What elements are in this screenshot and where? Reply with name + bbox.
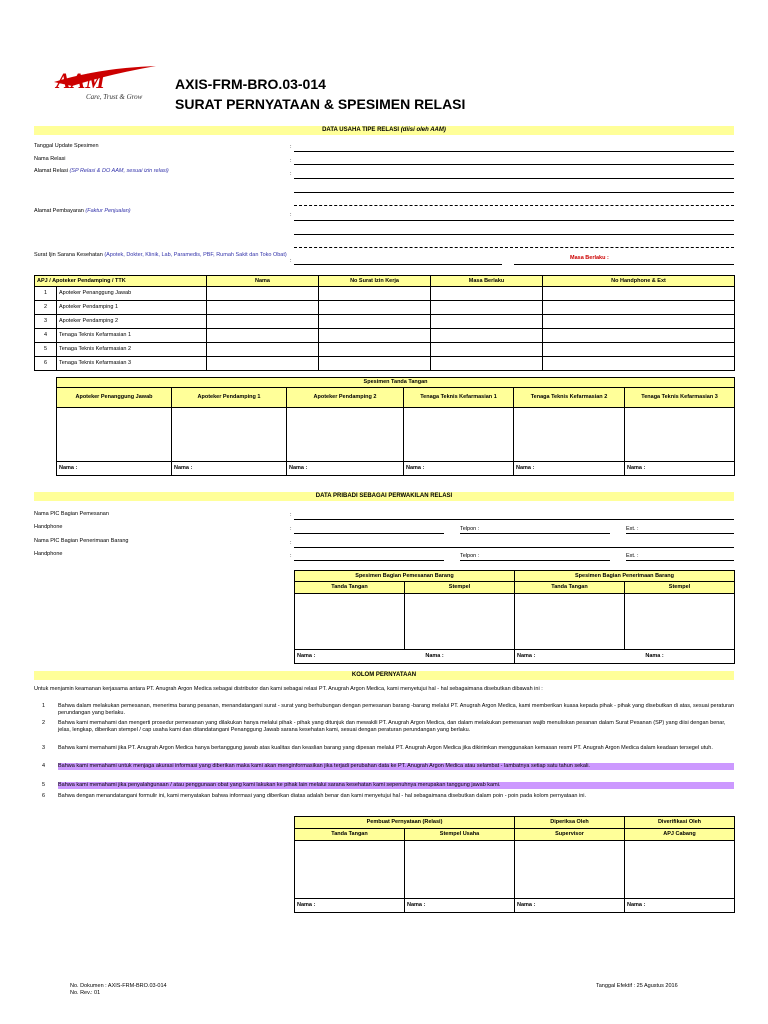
handphone-2-line[interactable] (294, 560, 444, 561)
telpon-label-2: Telpon : (460, 553, 480, 559)
table-row (35, 357, 735, 371)
colon: : (290, 540, 292, 546)
specimen-header-ttk3: Tenaga Teknis Kefarmasian 3 (625, 388, 735, 408)
row-no: 4 (35, 329, 57, 343)
ext-label-1: Ext. : (626, 526, 639, 532)
cell-name[interactable] (207, 287, 319, 301)
form-code: AXIS-FRM-BRO.03-014 (175, 76, 326, 92)
cell-handphone[interactable] (543, 343, 735, 357)
header-license: No Surat Izin Kerja (319, 276, 431, 287)
signature-box[interactable] (515, 594, 625, 650)
cell-validity[interactable] (431, 357, 543, 371)
relation-address-note: (SP Relasi & DO AAM, sesuai izin relasi) (69, 168, 169, 174)
row-no: 2 (35, 301, 57, 315)
supervisor-signature-box[interactable] (515, 841, 625, 899)
statement-no: 2 (42, 720, 46, 726)
colon: : (290, 212, 292, 218)
section1-header (34, 126, 734, 135)
signature-header: Tanda Tangan (295, 829, 405, 841)
row-no: 5 (35, 343, 57, 357)
order-stamp-header: Stempel (405, 582, 515, 594)
label-relation-name: Nama Relasi (34, 156, 66, 162)
business-stamp-header: Stempel Usaha (405, 829, 515, 841)
cell-validity[interactable] (431, 287, 543, 301)
cell-handphone[interactable] (543, 301, 735, 315)
billing-address-line-2[interactable] (294, 234, 734, 235)
logo-text: AAM (56, 68, 105, 93)
pic-receive-line[interactable] (294, 547, 734, 548)
statement-intro: Untuk menjamin keamanan kerjasama antara PT. Anugrah Argon Medica sebagai distributor dan kami sebagai relasi PT. Anugrah Argon Medica, kami menyetujui hal - hal sebagaimana disebutkan dibawah ini : (34, 686, 543, 692)
signature-box[interactable] (625, 408, 735, 462)
specimen-title: Spesimen Tanda Tangan (57, 378, 735, 388)
cell-validity[interactable] (431, 301, 543, 315)
row-role: Tenaga Teknis Kefarmasian 3 (57, 357, 207, 371)
statement-text-highlighted: Bahwa kami memahami jika penyalahgunaan / atau penggunaan obat yang kami lakukan ke pihak lain melalui sarana kesehatan kami sepenuhnya merupakan tanggung jawab kami. (58, 782, 734, 789)
relation-address-line-3[interactable] (294, 205, 734, 206)
name-label: Nama : (625, 899, 735, 913)
ext-2-line[interactable] (626, 560, 734, 561)
specimen2-table (294, 570, 735, 664)
name-label: Nama : (645, 653, 664, 659)
name-label: Nama : (517, 653, 536, 659)
statement-text: Bahwa kami memahami dan mengerti prosedur pemesanan yang dilakukan hanya melalui pihak - pihak yang ditunjuk dan mewakili PT. Anugrah Argon Medica, dan dalam melakukan pemesanan wajib menuliskan pesanan dalam Surat Pesanan (SP) yang diisi dengan benar, jelas, lengkap, diberikan stempel / cap usaha kami dan ditandatangani Penanggung Jawab sarana kesehatan kami, sesuai dengan peraturan perundangan yang berlaku. (58, 720, 726, 733)
relation-address-line-2[interactable] (294, 192, 734, 193)
order-name-cell (295, 650, 515, 664)
stamp-box[interactable] (625, 594, 735, 650)
supervisor-header: Supervisor (515, 829, 625, 841)
stamp-box[interactable] (405, 841, 515, 899)
name-label: Nama : (515, 899, 625, 913)
statement-text: Bahwa kami memahami jika PT. Anugrah Argon Medica hanya bertanggung jawab atas kualitas dan keaslian barang yang dipesan melalui PT. Anugrah Argon Medica jika dikirimkan menggunakan kemasan resmi PT. Anugrah Argon Medica dalam keadaan tersegel utuh. (58, 745, 713, 751)
label-permit (34, 252, 292, 259)
name-label: Nama : (57, 462, 172, 476)
approval-table (294, 816, 735, 913)
receive-name-cell (515, 650, 735, 664)
row-no: 6 (35, 357, 57, 371)
name-label: Nama : (425, 653, 444, 659)
statement-no: 1 (42, 703, 46, 709)
name-label: Nama : (404, 462, 514, 476)
statement-no: 6 (42, 793, 46, 799)
section1-title: DATA USAHA TIPE RELASI (322, 127, 400, 133)
statement-no: 5 (42, 782, 46, 788)
table-row (35, 329, 735, 343)
specimen-header-pendamping1: Apoteker Pendamping 1 (172, 388, 287, 408)
colon: : (290, 526, 292, 532)
relation-address-line-1[interactable] (294, 178, 734, 179)
permit-label: Surat Ijin Sarana Kesehatan (34, 252, 103, 258)
colon: : (290, 144, 292, 150)
label-pic-receive: Nama PIC Bagian Penerimaan Barang (34, 538, 129, 544)
handphone-1-line[interactable] (294, 533, 444, 534)
name-label: Nama : (625, 462, 735, 476)
ext-label-2: Ext. : (626, 553, 639, 559)
cell-handphone[interactable] (543, 329, 735, 343)
row-role: Apoteker Pendamping 1 (57, 301, 207, 315)
row-role: Apoteker Penanggung Jawab (57, 287, 207, 301)
stamp-box[interactable] (405, 594, 515, 650)
statement-text: Bahwa dengan menandatangani formulir ini, kami menyatakan bahwa informasi yang diberikan diatas adalah benar dan kami menyetujui hal - hal sebagaimana disebutkan dalam poin - poin pada kolom pernyataan ini. (58, 793, 587, 799)
cell-name[interactable] (207, 343, 319, 357)
name-label: Nama : (295, 899, 405, 913)
row-no: 1 (35, 287, 57, 301)
section3-header: KOLOM PERNYATAAN (34, 671, 734, 680)
order-specimen-title: Spesimen Bagian Pemesanan Barang (295, 571, 515, 582)
receive-stamp-header: Stempel (625, 582, 735, 594)
specimen-header-apj: Apoteker Penanggung Jawab (57, 388, 172, 408)
receive-specimen-title: Spesimen Bagian Penerimaan Barang (515, 571, 735, 582)
colon: : (290, 158, 292, 164)
cell-license[interactable] (319, 357, 431, 371)
signature-box[interactable] (172, 408, 287, 462)
cell-license[interactable] (319, 343, 431, 357)
signature-box[interactable] (287, 408, 404, 462)
billing-address-line-1[interactable] (294, 220, 734, 221)
billing-address-note: (Faktur Penjualan) (85, 208, 131, 214)
cell-validity[interactable] (431, 329, 543, 343)
label-handphone-1: Handphone (34, 524, 63, 530)
cell-license[interactable] (319, 329, 431, 343)
specimen-header-ttk2: Tenaga Teknis Kefarmasian 2 (514, 388, 625, 408)
permit-line[interactable] (294, 264, 502, 265)
header-apj: APJ / Apoteker Pendamping / TTK (35, 276, 207, 287)
cell-handphone[interactable] (543, 315, 735, 329)
name-label: Nama : (297, 653, 316, 659)
header-name: Nama (207, 276, 319, 287)
cell-name[interactable] (207, 301, 319, 315)
telpon-1-line[interactable] (460, 533, 610, 534)
validity-label: Masa Berlaku : (570, 255, 609, 261)
label-handphone-2: Handphone (34, 551, 63, 557)
update-date-line[interactable] (294, 151, 734, 152)
footer-doc-no: No. Dokumen : AXIS-FRM-BRO.03-014 (70, 983, 167, 989)
maker-header: Pembuat Pernyataan (Relasi) (295, 817, 515, 829)
colon: : (290, 171, 292, 177)
cell-license[interactable] (319, 301, 431, 315)
statement-no: 3 (42, 745, 46, 751)
company-logo (50, 62, 160, 102)
table-row (35, 343, 735, 357)
section1-title-note: (diisi oleh AAM) (400, 127, 446, 133)
signature-box[interactable] (295, 594, 405, 650)
signature-box[interactable] (404, 408, 514, 462)
relation-address-label: Alamat Relasi (34, 168, 68, 174)
verified-header: Diverifikasi Oleh (625, 817, 735, 829)
colon: : (290, 512, 292, 518)
telpon-label-1: Telpon : (460, 526, 480, 532)
cell-license[interactable] (319, 287, 431, 301)
label-billing-address (34, 208, 131, 215)
cell-handphone[interactable] (543, 287, 735, 301)
cell-name[interactable] (207, 357, 319, 371)
cell-name[interactable] (207, 315, 319, 329)
label-pic-order: Nama PIC Bagian Pemesanan (34, 511, 109, 517)
ext-1-line[interactable] (626, 533, 734, 534)
signature-box[interactable] (514, 408, 625, 462)
header-handphone: No Handphone & Ext (543, 276, 735, 287)
table-row (35, 287, 735, 301)
cell-validity[interactable] (431, 343, 543, 357)
label-relation-address (34, 168, 169, 175)
statement-no: 4 (42, 763, 46, 769)
pic-order-line[interactable] (294, 519, 734, 520)
order-signature-header: Tanda Tangan (295, 582, 405, 594)
section2-header: DATA PRIBADI SEBAGAI PERWAKILAN RELASI (34, 492, 734, 501)
apj-table (34, 275, 735, 371)
form-title: SURAT PERNYATAAN & SPESIMEN RELASI (175, 96, 466, 112)
specimen-header-ttk1: Tenaga Teknis Kefarmasian 1 (404, 388, 514, 408)
row-role: Tenaga Teknis Kefarmasian 1 (57, 329, 207, 343)
cell-validity[interactable] (431, 315, 543, 329)
name-label: Nama : (405, 899, 515, 913)
cell-handphone[interactable] (543, 357, 735, 371)
table-row (35, 301, 735, 315)
receive-signature-header: Tanda Tangan (515, 582, 625, 594)
apj-branch-header: APJ Cabang (625, 829, 735, 841)
relation-name-line[interactable] (294, 164, 734, 165)
signature-box[interactable] (295, 841, 405, 899)
row-role: Tenaga Teknis Kefarmasian 2 (57, 343, 207, 357)
billing-address-line-3[interactable] (294, 247, 734, 248)
billing-address-label: Alamat Pembayaran (34, 208, 84, 214)
colon: : (290, 553, 292, 559)
header-validity: Masa Berlaku (431, 276, 543, 287)
footer-rev-no: No. Rev.: 01 (70, 990, 101, 996)
name-label: Nama : (172, 462, 287, 476)
label-update-date: Tanggal Update Spesimen (34, 143, 99, 149)
specimen-table (56, 377, 735, 476)
row-no: 3 (35, 315, 57, 329)
name-label: Nama : (514, 462, 625, 476)
footer-effective-date: Tanggal Efektif : 25 Agustus 2016 (596, 983, 678, 989)
statement-text: Bahwa dalam melakukan pemesanan, menerima barang pesanan, menandatangani surat - surat yang berhubungan dengan pemesanan barang -barang melalui PT. Anugrah Argon Medica, kami memberikan kuasa kepada pihak - pihak yang disebutkan di atas, sesuai peraturan perundangan yang berlaku. (58, 703, 735, 716)
statement-text-highlighted: Bahwa kami memahami untuk menjaga akurasi informasi yang diberikan maka kami akan menginformasikan jika terjadi perubahan data ke PT. Anugrah Argon Medica atau selambat - lambatnya setiap satu tahun sekali. (58, 763, 734, 770)
apj-signature-box[interactable] (625, 841, 735, 899)
table-row (35, 315, 735, 329)
row-role: Apoteker Pendamping 2 (57, 315, 207, 329)
cell-name[interactable] (207, 329, 319, 343)
name-label: Nama : (287, 462, 404, 476)
checked-header: Diperiksa Oleh (515, 817, 625, 829)
telpon-2-line[interactable] (460, 560, 610, 561)
signature-box[interactable] (57, 408, 172, 462)
logo-tagline: Care, Trust & Grow (86, 93, 143, 101)
specimen-header-pendamping2: Apoteker Pendamping 2 (287, 388, 404, 408)
validity-line[interactable] (514, 264, 734, 265)
cell-license[interactable] (319, 315, 431, 329)
permit-note: (Apotek, Dokter, Klinik, Lab, Paramedis, PBF, Rumah Sakit dan Toko Obat) (104, 252, 287, 258)
colon: : (290, 258, 292, 264)
